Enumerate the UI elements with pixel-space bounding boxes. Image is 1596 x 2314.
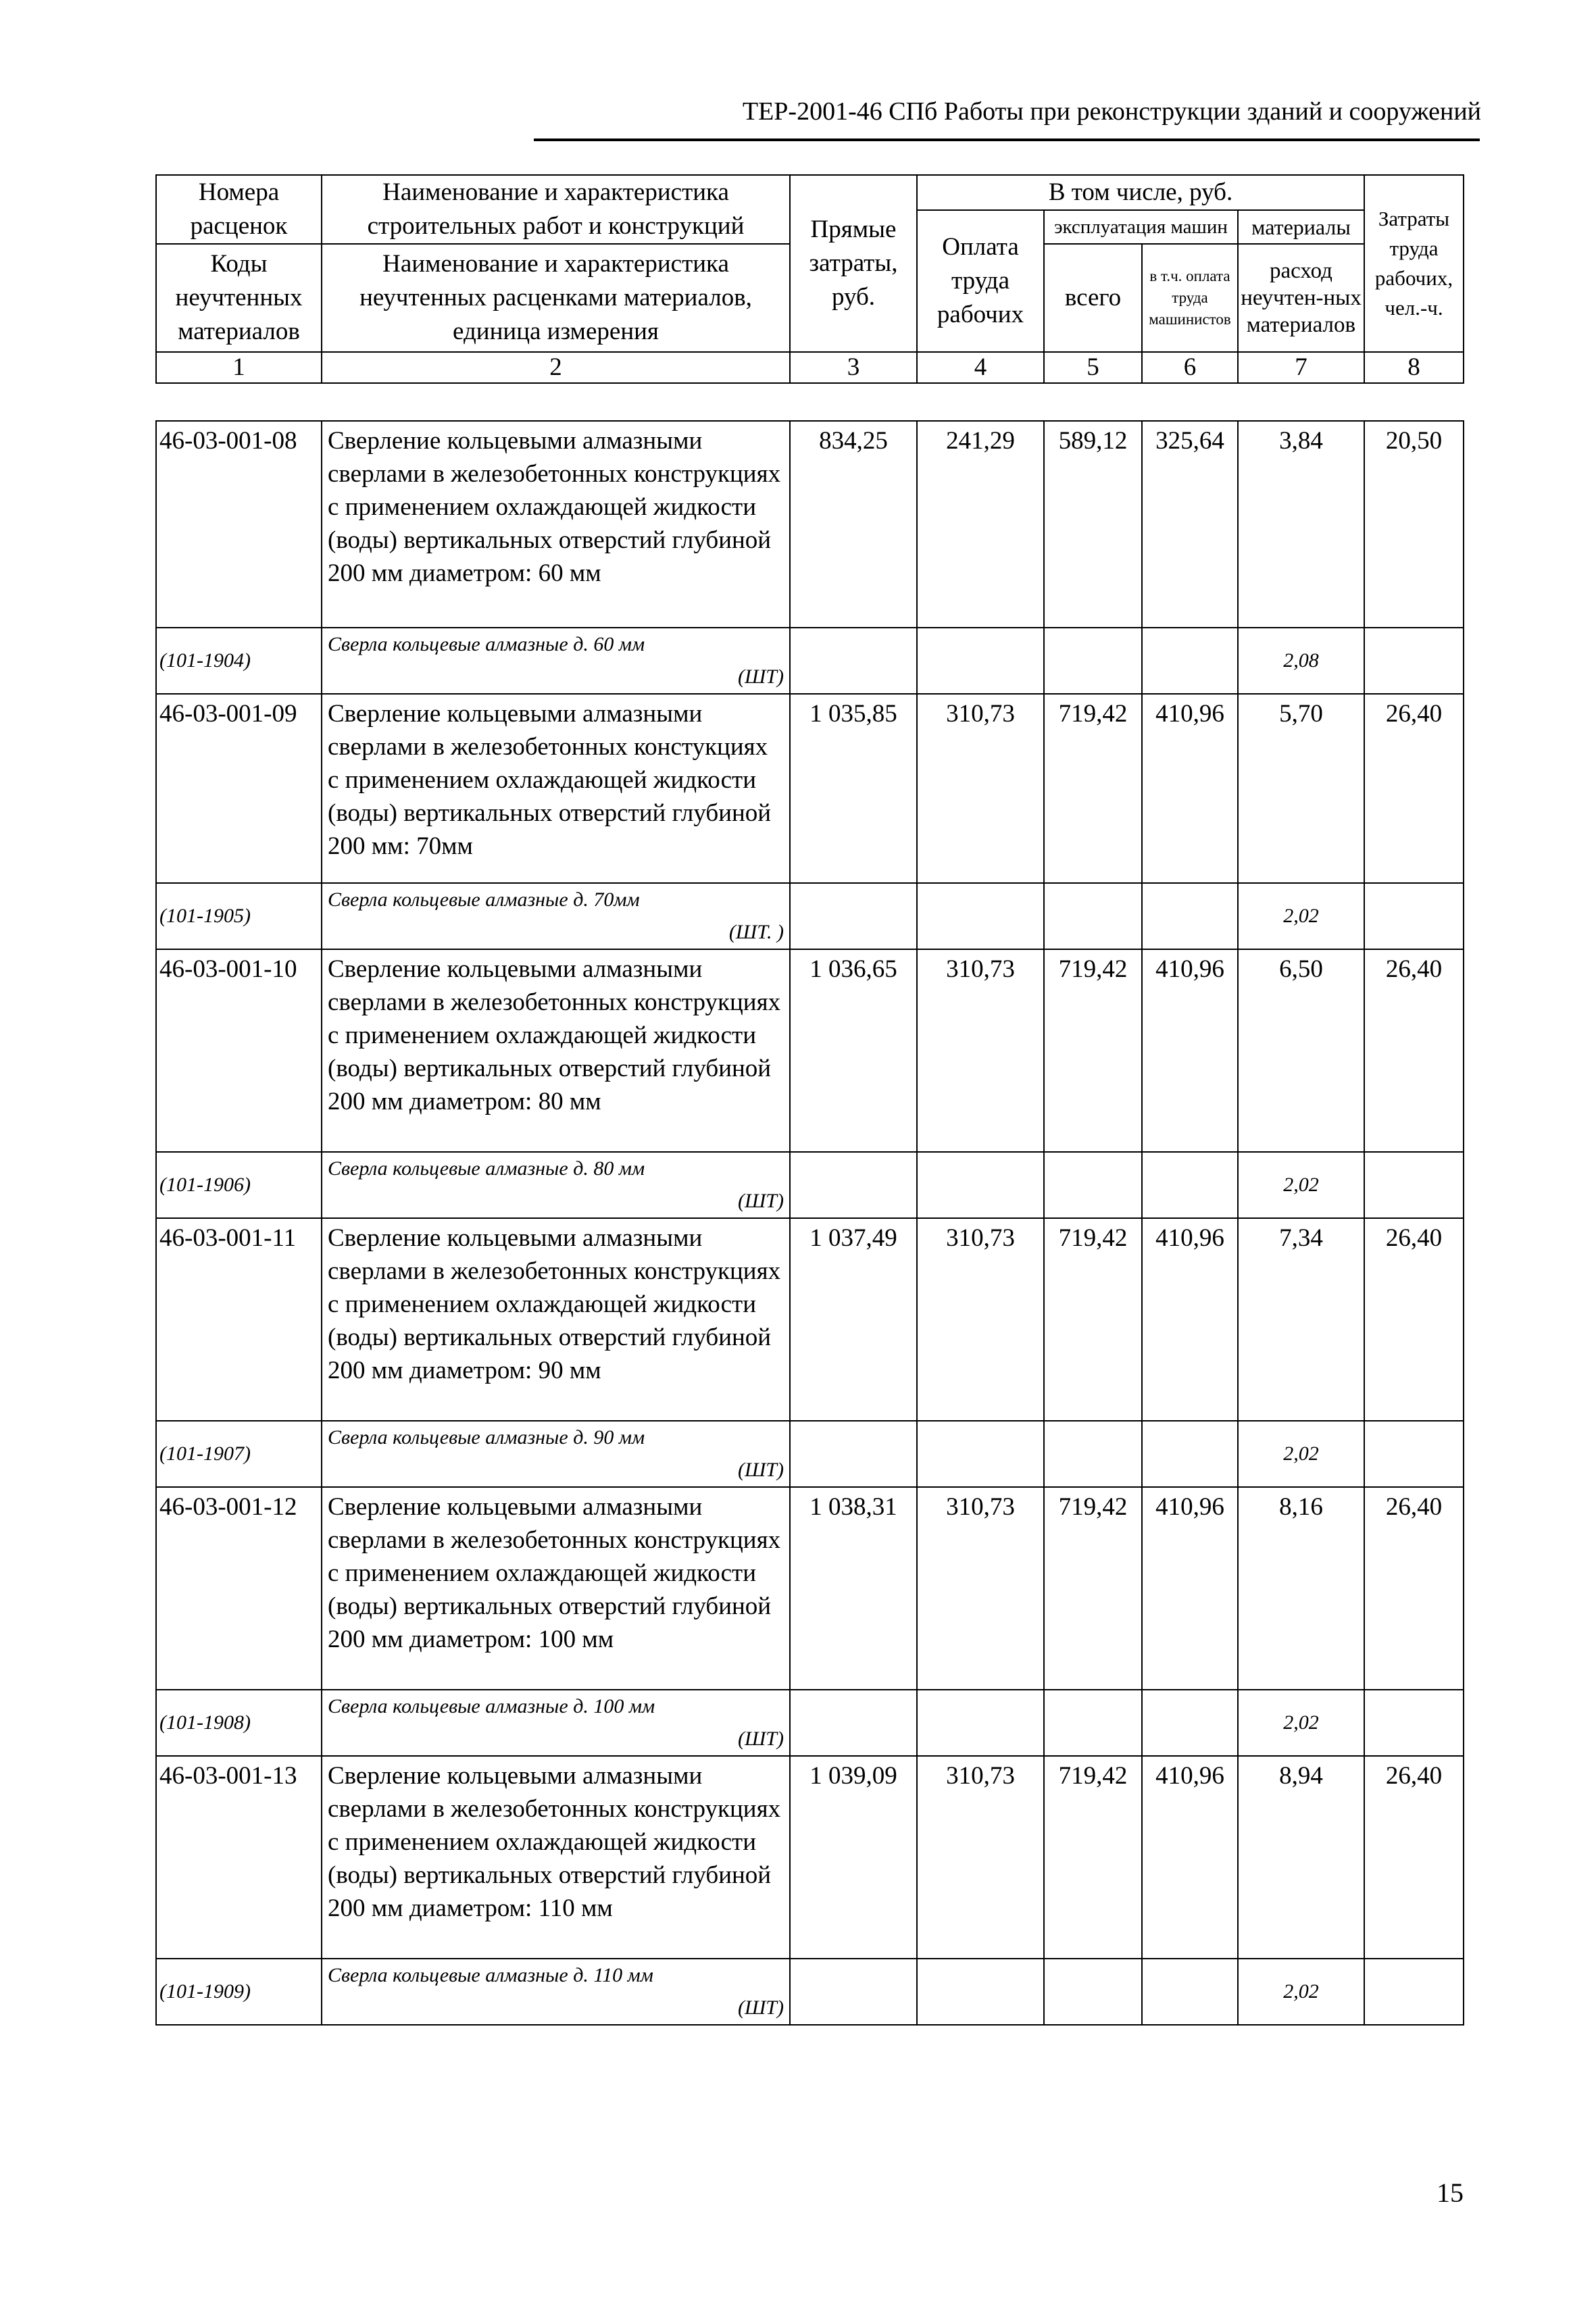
direct-costs: 1 036,65	[790, 949, 917, 1152]
header-number: 1	[156, 352, 322, 383]
material-code: (101-1905)	[156, 883, 322, 949]
material-row	[156, 1421, 1464, 1487]
rates-table	[155, 420, 1464, 2026]
rate-code: 46-03-001-13	[156, 1756, 322, 1959]
direct-costs: 1 039,09	[790, 1756, 917, 1959]
material-row	[156, 1690, 1464, 1756]
material-name: Сверла кольцевые алмазные д. 100 мм	[328, 1695, 655, 1717]
header-number: 3	[790, 352, 917, 383]
machines-total: 719,42	[1044, 1756, 1142, 1959]
material-name: Сверла кольцевые алмазные д. 90 мм	[328, 1426, 645, 1449]
machinist-pay: 410,96	[1142, 1487, 1238, 1690]
material-row	[156, 883, 1464, 949]
material-name: Сверла кольцевые алмазные д. 110 мм	[328, 1964, 653, 1986]
material-unit: (ШТ)	[738, 1459, 784, 1481]
header-number: 4	[917, 352, 1044, 383]
material-unit: (ШТ. )	[728, 921, 784, 943]
table-row	[156, 1756, 1464, 1959]
header-col1-bottom: Коды неучтенных материалов	[156, 244, 322, 352]
rate-code: 46-03-001-10	[156, 949, 322, 1152]
material-quantity: 2,02	[1238, 1421, 1364, 1487]
material-name: Сверла кольцевые алмазные д. 70мм	[328, 888, 640, 911]
labor-hours: 20,50	[1364, 421, 1464, 628]
header-col3: Прямые затраты, руб.	[790, 175, 917, 352]
direct-costs: 1 038,31	[790, 1487, 917, 1690]
material-row	[156, 1959, 1464, 2025]
labor-hours: 26,40	[1364, 1218, 1464, 1421]
material-name: Сверла кольцевые алмазные д. 60 мм	[328, 633, 645, 655]
header-number: 7	[1238, 352, 1364, 383]
materials-cost: 8,94	[1238, 1756, 1364, 1959]
table-row	[156, 1218, 1464, 1421]
labor-pay: 310,73	[917, 694, 1044, 883]
materials-cost: 8,16	[1238, 1487, 1364, 1690]
machinist-pay: 410,96	[1142, 1756, 1238, 1959]
header-col7: расход неучтен-ных материалов	[1238, 244, 1364, 352]
header-group: В том числе, руб.	[917, 175, 1364, 210]
header-col2-bottom: Наименование и характеристика неучтенных расценками материалов, единица измерения	[322, 244, 790, 352]
materials-cost: 7,34	[1238, 1218, 1364, 1421]
material-quantity: 2,02	[1238, 1959, 1364, 2025]
page-number: 15	[1437, 2178, 1464, 2208]
work-description: Сверление кольцевыми алмазными сверлами в железобетонных конструкциях с применением охлаждающей жидкости (воды) вертикальных отверстий глубиной 200 мм диаметром: 90 мм	[322, 1218, 790, 1421]
machinist-pay: 325,64	[1142, 421, 1238, 628]
material-code: (101-1908)	[156, 1690, 322, 1756]
material-unit: (ШТ)	[738, 665, 784, 688]
running-header	[534, 91, 1480, 141]
running-header-text: ТЕР-2001-46 СПб Работы при реконструкции зданий и сооружений	[742, 97, 1481, 126]
labor-pay: 241,29	[917, 421, 1044, 628]
material-code: (101-1907)	[156, 1421, 322, 1487]
header-col6: в т.ч. оплата труда машинистов	[1142, 244, 1238, 352]
labor-pay: 310,73	[917, 949, 1044, 1152]
table-row	[156, 1487, 1464, 1690]
material-code: (101-1904)	[156, 628, 322, 694]
material-row	[156, 628, 1464, 694]
machinist-pay: 410,96	[1142, 694, 1238, 883]
labor-hours: 26,40	[1364, 694, 1464, 883]
rate-code: 46-03-001-12	[156, 1487, 322, 1690]
header-number: 6	[1142, 352, 1238, 383]
machines-total: 719,42	[1044, 1218, 1142, 1421]
material-name: Сверла кольцевые алмазные д. 80 мм	[328, 1157, 645, 1180]
material-code: (101-1909)	[156, 1959, 322, 2025]
header-col1-top: Номера расценок	[156, 175, 322, 244]
header-col4: Оплата труда рабочих	[917, 210, 1044, 352]
table-row	[156, 694, 1464, 883]
material-unit: (ШТ)	[738, 1996, 784, 2019]
header-number: 2	[322, 352, 790, 383]
material-unit: (ШТ)	[738, 1190, 784, 1212]
material-row	[156, 1152, 1464, 1218]
labor-hours: 26,40	[1364, 1756, 1464, 1959]
header-col5: всего	[1044, 244, 1142, 352]
table-header	[155, 174, 1464, 384]
machines-total: 719,42	[1044, 949, 1142, 1152]
work-description: Сверление кольцевыми алмазными сверлами в железобетонных конструкциях с применением охлаждающей жидкости (воды) вертикальных отверстий глубиной 200 мм диаметром: 110 мм	[322, 1756, 790, 1959]
labor-hours: 26,40	[1364, 949, 1464, 1152]
work-description: Сверление кольцевыми алмазными сверлами в железобетонных констукциях с применением охлаждающей жидкости (воды) вертикальных отверстий глубиной 200 мм: 70мм	[322, 694, 790, 883]
labor-pay: 310,73	[917, 1218, 1044, 1421]
material-quantity: 2,02	[1238, 1152, 1364, 1218]
materials-cost: 5,70	[1238, 694, 1364, 883]
rate-code: 46-03-001-08	[156, 421, 322, 628]
header-col2-top: Наименование и характеристика строительных работ и конструкций	[322, 175, 790, 244]
header-number: 5	[1044, 352, 1142, 383]
direct-costs: 1 035,85	[790, 694, 917, 883]
machines-total: 589,12	[1044, 421, 1142, 628]
work-description: Сверление кольцевыми алмазными сверлами в железобетонных конструкциях с применением охлаждающей жидкости (воды) вертикальных отверстий глубиной 200 мм диаметром: 100 мм	[322, 1487, 790, 1690]
materials-cost: 6,50	[1238, 949, 1364, 1152]
material-quantity: 2,02	[1238, 883, 1364, 949]
labor-hours: 26,40	[1364, 1487, 1464, 1690]
table-row	[156, 421, 1464, 628]
material-code: (101-1906)	[156, 1152, 322, 1218]
table-row	[156, 949, 1464, 1152]
direct-costs: 1 037,49	[790, 1218, 917, 1421]
machinist-pay: 410,96	[1142, 949, 1238, 1152]
work-description: Сверление кольцевыми алмазными сверлами в железобетонных конструкциях с применением охлаждающей жидкости (воды) вертикальных отверстий глубиной 200 мм диаметром: 80 мм	[322, 949, 790, 1152]
direct-costs: 834,25	[790, 421, 917, 628]
labor-pay: 310,73	[917, 1487, 1044, 1690]
rate-code: 46-03-001-09	[156, 694, 322, 883]
rate-code: 46-03-001-11	[156, 1218, 322, 1421]
header-number: 8	[1364, 352, 1464, 383]
materials-cost: 3,84	[1238, 421, 1364, 628]
machines-total: 719,42	[1044, 1487, 1142, 1690]
material-unit: (ШТ)	[738, 1728, 784, 1750]
machinist-pay: 410,96	[1142, 1218, 1238, 1421]
header-materials-group: материалы	[1238, 210, 1364, 244]
material-quantity: 2,02	[1238, 1690, 1364, 1756]
material-quantity: 2,08	[1238, 628, 1364, 694]
work-description: Сверление кольцевыми алмазными сверлами в железобетонных конструкциях с применением охлаждающей жидкости (воды) вертикальных отверстий глубиной 200 мм диаметром: 60 мм	[322, 421, 790, 628]
header-col8: Затраты труда рабочих, чел.-ч.	[1364, 175, 1464, 352]
machines-total: 719,42	[1044, 694, 1142, 883]
labor-pay: 310,73	[917, 1756, 1044, 1959]
header-machines-group: эксплуатация машин	[1044, 210, 1238, 244]
